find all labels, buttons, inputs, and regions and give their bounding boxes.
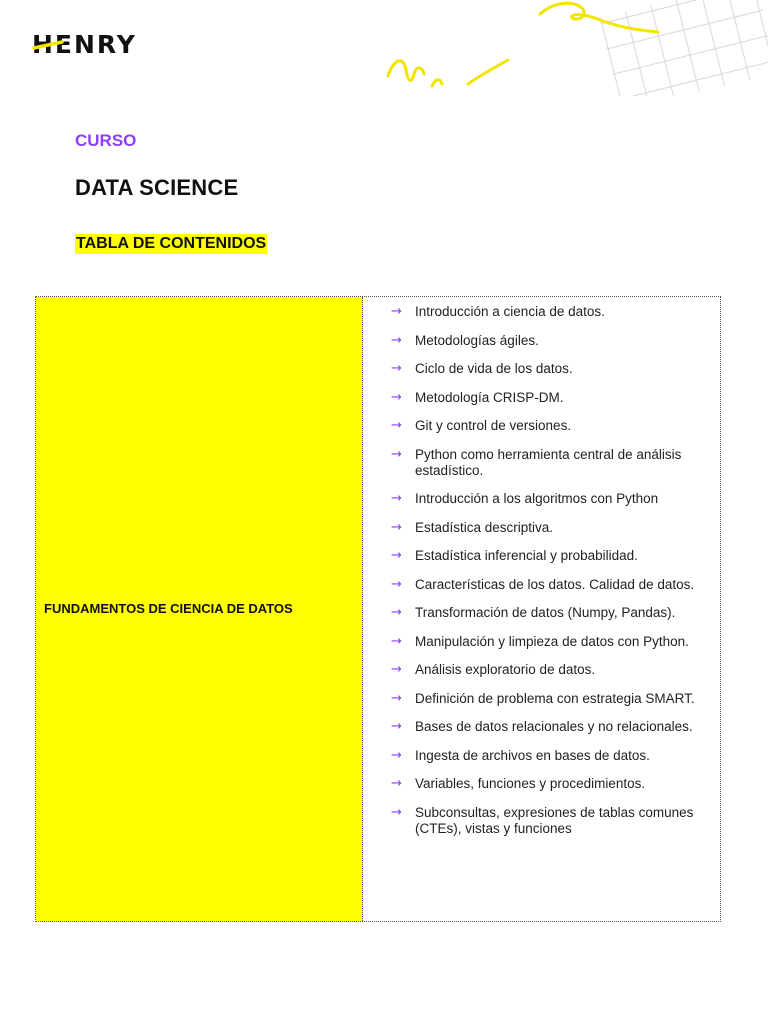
- arrow-right-icon: →: [391, 332, 402, 348]
- toc-table: [35, 296, 721, 922]
- arrow-right-icon: →: [391, 519, 402, 535]
- toc-item-text: Definición de problema con estrategia SMART.: [415, 690, 695, 706]
- toc-item: [391, 719, 705, 735]
- toc-item: [391, 634, 705, 650]
- toc-item-text: Ciclo de vida de los datos.: [415, 361, 573, 376]
- arrow-right-icon: →: [391, 719, 402, 734]
- toc-item: [391, 662, 705, 678]
- toc-items-cell: [363, 297, 720, 921]
- toc-item: [391, 805, 705, 837]
- decorative-grid-squiggle: [376, 0, 768, 96]
- toc-item-text: Metodologías ágiles.: [415, 332, 539, 348]
- arrow-right-icon: →: [391, 576, 402, 592]
- arrow-right-icon: →: [391, 361, 402, 376]
- toc-item: [391, 691, 705, 707]
- arrow-right-icon: →: [391, 418, 402, 433]
- arrow-right-icon: →: [391, 548, 402, 563]
- toc-item-text: Subconsultas, expresiones de tablas comunes (CTEs), vistas y funciones: [415, 804, 694, 836]
- arrow-right-icon: →: [391, 389, 402, 405]
- arrow-right-icon: →: [391, 633, 402, 649]
- course-title: DATA SCIENCE: [75, 175, 239, 200]
- course-eyebrow: CURSO: [75, 131, 137, 150]
- toc-item-text: Estadística inferencial y probabilidad.: [415, 548, 638, 563]
- toc-heading: TABLA DE CONTENIDOS: [76, 235, 267, 252]
- toc-item-text: Transformación de datos (Numpy, Pandas).: [415, 605, 676, 620]
- toc-item-text: Análisis exploratorio de datos.: [415, 662, 596, 677]
- toc-item: [391, 491, 705, 507]
- toc-item-text: Bases de datos relacionales y no relacionales.: [415, 719, 693, 734]
- toc-item-text: Variables, funciones y procedimientos.: [415, 776, 646, 791]
- toc-item-text: Introducción a los algoritmos con Python: [415, 491, 659, 506]
- toc-item: [391, 548, 705, 564]
- toc-item: [391, 418, 705, 434]
- toc-item-text: Python como herramienta central de análisis estadístico.: [415, 446, 682, 478]
- toc-item-text: Git y control de versiones.: [415, 418, 572, 433]
- toc-item: [391, 748, 705, 764]
- toc-item-text: Características de los datos. Calidad de datos.: [415, 576, 695, 592]
- toc-item: [391, 361, 705, 377]
- toc-item: [391, 447, 705, 479]
- toc-item: [391, 520, 705, 536]
- toc-item: [391, 304, 705, 320]
- arrow-right-icon: →: [391, 690, 402, 706]
- toc-item-list: [391, 304, 720, 837]
- toc-item-text: Manipulación y limpieza de datos con Python.: [415, 633, 689, 649]
- toc-item-text: Introducción a ciencia de datos.: [415, 304, 605, 319]
- toc-item-text: Ingesta de archivos en bases de datos.: [415, 747, 650, 763]
- arrow-right-icon: →: [391, 747, 402, 763]
- arrow-right-icon: →: [391, 446, 402, 462]
- henry-logo: [32, 30, 146, 60]
- toc-item: [391, 776, 705, 792]
- logo-text: HENRY: [32, 30, 137, 59]
- toc-item-text: Metodología CRISP-DM.: [415, 389, 564, 405]
- arrow-right-icon: →: [391, 804, 402, 820]
- toc-item: [391, 577, 705, 593]
- logo-yellow-stroke-icon: [32, 30, 146, 60]
- arrow-right-icon: →: [391, 662, 402, 677]
- arrow-right-icon: →: [391, 491, 402, 506]
- toc-item: [391, 390, 705, 406]
- toc-item: [391, 605, 705, 621]
- arrow-right-icon: →: [391, 304, 402, 319]
- arrow-right-icon: →: [391, 776, 402, 791]
- section-label: FUNDAMENTOS DE CIENCIA DE DATOS: [44, 601, 293, 616]
- toc-item: [391, 333, 705, 349]
- toc-section-cell: [36, 297, 363, 921]
- toc-item-text: Estadística descriptiva.: [415, 519, 554, 535]
- arrow-right-icon: →: [391, 605, 402, 620]
